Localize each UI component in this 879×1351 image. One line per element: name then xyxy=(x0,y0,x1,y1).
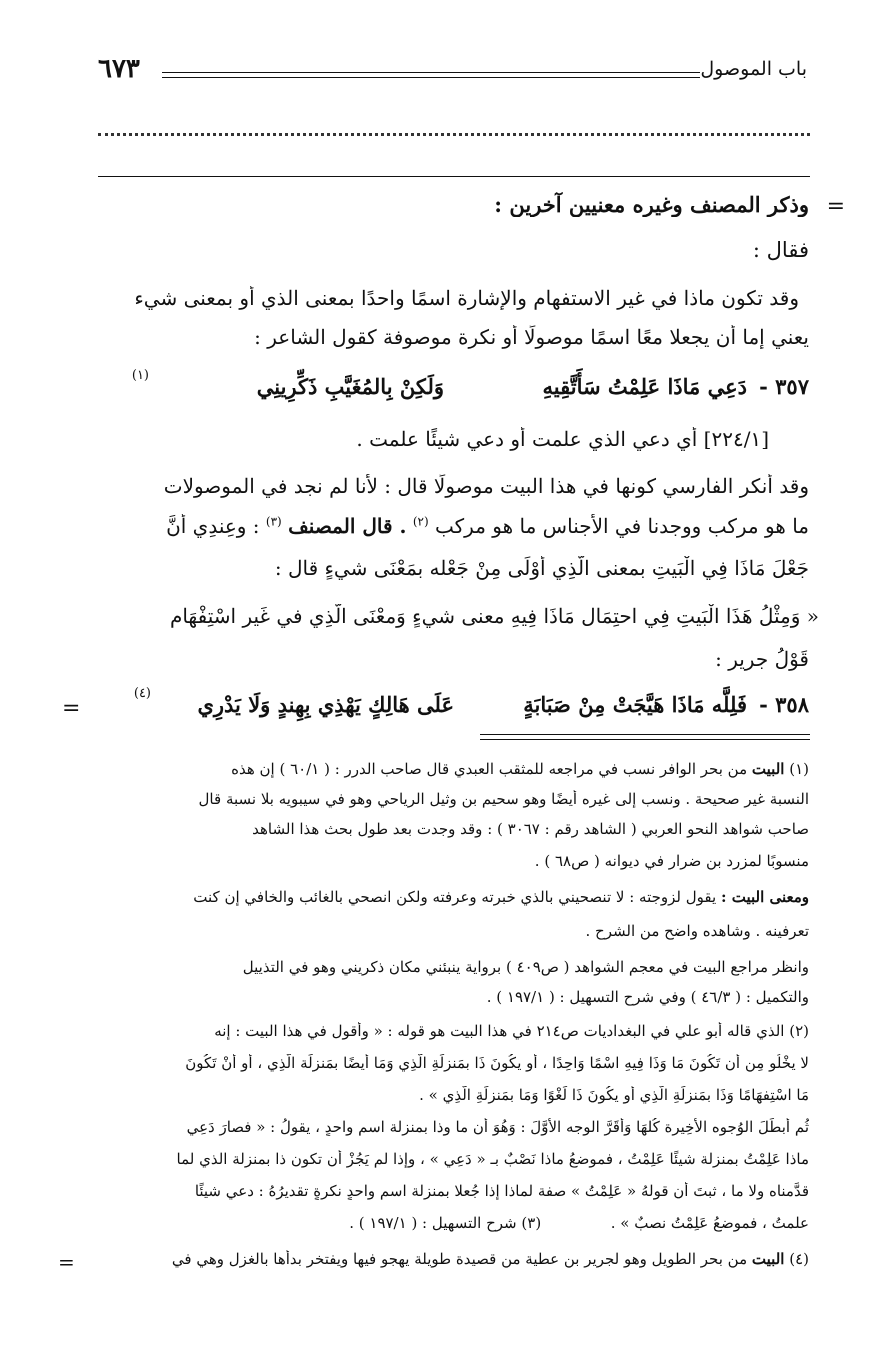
text-run: : وعِندِي أَنَّ xyxy=(166,514,260,538)
footnote-line: تعرفينه . وشاهده واضح من الشرح . xyxy=(585,922,809,940)
footnote-ref: (١) xyxy=(131,368,149,383)
footnote-term: البيت xyxy=(751,760,785,778)
paragraph-line: وقد أنكر الفارسي كونها في هذا البيت موصولًا قال : لأنا لم نجد في الموصولات xyxy=(163,474,809,498)
verse-hemistich-1: دَعِي مَاذَا عَلِمْتُ سَأَتَّقِيهِ xyxy=(542,374,747,399)
footnote-number: (١) xyxy=(789,760,809,778)
footnote-line xyxy=(97,760,809,778)
footnote-line: ماذا عَلِمْتُ بمنزلة شيئًا عَلِمْتُ ، فموضعُ ماذا نَصْبٌ بـ « دَعِي » ، وإذا لم يَجُزْ أن تكون ذا بمنزلة الذي لما xyxy=(176,1150,809,1168)
footnote-term: البيت xyxy=(751,1250,785,1268)
footnote-3: (٣) شرح التسهيل : ( ١٩٧/١ ) . xyxy=(349,1214,542,1232)
paragraph-line: وقد تكون ماذا في غير الاستفهام والإشارة اسمًا واحدًا بمعنى الذي أو بمعنى شيء xyxy=(134,286,799,310)
header-rule xyxy=(162,72,700,73)
footnote-term: ومعنى البيت : xyxy=(720,888,809,906)
verse-358 xyxy=(97,686,809,726)
footnote-text: من بحر الطويل وهو لجرير بن عطية من قصيدة طويلة يهجو فيها ويفتخر بدأها بالغزل وهي في xyxy=(171,1250,748,1268)
verse-357 xyxy=(97,368,809,408)
footnote-line: قدَّمناه ولا ما ، ثبتَ أن قولهُ « عَلِمْتُ » صفة لماذا إذا جُعلا بمنزلة اسم واحدٍ نكرةٍ تقديرُهُ : دعي شيئًا xyxy=(194,1182,809,1200)
quote-line: قَوْلُ جرِيرٍ : xyxy=(715,647,809,671)
footnote-rule xyxy=(480,734,810,735)
verse-number: ٣٥٨ - xyxy=(759,692,809,717)
footnote-rule xyxy=(480,739,810,740)
footnote-ref: (٤) xyxy=(133,686,151,701)
footnote-line xyxy=(97,1214,809,1232)
section-rule xyxy=(98,176,810,177)
paragraph-line: [٢٢٤/١] أي دعي الذي علمت أو دعي شيئًا علمت . xyxy=(356,427,769,451)
footnote-line xyxy=(97,1250,809,1268)
footnote-text: علمتُ ، فموضعُ عَلِمْتُ نصبٌ » . xyxy=(610,1214,809,1232)
chapter-title: باب الموصول xyxy=(700,58,807,80)
text-run: ما هو مركب ووجدنا في الأجناس ما هو مركب xyxy=(435,514,809,538)
verse-hemistich-1: فَلِلَّه مَاذَا هَيَّجَتْ مِنْ صَبَابَةٍ xyxy=(523,692,747,717)
footnote-line: لا يخْلُو مِن أن تَكُونَ مَا وَذَا فِيهِ اسْمًا وَاحِدًا ، أو يكُونَ ذَا بمَنزلَةِ الَّذِي وَمَا أَيضًا بمَنزلَة الَّذِي ، أو أَنْ تَكُونَ xyxy=(185,1054,809,1072)
footnote-ref: (٣) xyxy=(265,514,282,529)
footnote-number: (٤) xyxy=(789,1250,809,1268)
footnote-line: صاحب شواهد النحو العربي ( الشاهد رقم : ٣٠٦٧ ) : وقد وجدت بعد طول بحث هذا الشاهد xyxy=(252,820,809,838)
paragraph-line: يعني إما أن يجعلا معًا اسمًا موصولًا أو نكرة موصوفة كقول الشاعر : xyxy=(254,325,809,349)
footnote-line: وانظر مراجع البيت في معجم الشواهد ( ص٤٠٩ ) برواية ينبئني مكان ذكريني وهو في التذييل xyxy=(242,958,809,976)
footnote-line: (٢) الذي قاله أبو علي في البغداديات ص٢١٤ في هذا البيت هو قوله : « وأقول في هذا البيت : إنه xyxy=(214,1022,809,1040)
footnote-ref: (٢) xyxy=(412,514,429,529)
said-line: فقال : xyxy=(752,238,809,262)
footnote-line: النسبة غير صحيحة . ونسب إلى غيره أيضًا وهو سحيم بن وثيل الرياحي وهو في سيبويه بلا نسبة قال xyxy=(198,790,809,808)
footnote-text: من بحر الوافر نسب في مراجعه للمثقب العبدي قال صاحب الدرر : ( ٦٠/١ ) إن هذه xyxy=(231,760,748,778)
continuation-mark: = xyxy=(58,1250,75,1274)
footnote-line: ثُم أَبطَلَ الوُجوه الأَخِيرة كُلهَا وَأَقَرَّ الوجه الأَوَّلَ : وَهُوَ أَن ما وذا بمنزلة اسم واحدٍ ، يقولُ : « فصارَ دَعِي xyxy=(186,1118,809,1136)
header-rule xyxy=(162,77,700,78)
verse-number: ٣٥٧ - xyxy=(759,374,809,399)
author-label: . قال المصنف xyxy=(288,514,407,538)
verse-hemistich-2: عَلَى هَالِكٍ يَهْذِي بِهِندٍ وَلَا يَدْرِي xyxy=(197,692,454,717)
footnote-line: منسوبًا لمزرد بن ضرار في ديوانه ( ص٦٨ ) . xyxy=(534,852,809,870)
page-number: ٦٧٣ xyxy=(98,54,140,84)
continuation-mark: = xyxy=(62,696,81,721)
footnote-text: يقول لزوجته : لا تنصحيني بالذي خبرته وعرفته ولكن انصحي بالغائب والخافي إن كنت xyxy=(193,888,717,906)
footnote-line xyxy=(97,888,809,906)
intro-line: وذكر المصنف وغيره معنيين آخرين : xyxy=(494,192,809,217)
continuation-mark: = xyxy=(826,194,845,219)
footnote-line: والتكميل : ( ٤٦/٣ ) وفي شرح التسهيل : ( ١٩٧/١ ) . xyxy=(486,988,809,1006)
footnote-line: مَا اسْتِفهَامًا وَذَا بمَنزلَةِ الَّذِي أَو يكُونَ ذَا لَغْوًا وَمَا بمَنزلَةِ الَّذِي » . xyxy=(419,1086,809,1104)
paragraph-line-mixed xyxy=(97,514,809,538)
quote-line: « وَمِثْلُ هَذَا الْبَيتِ فِي احتِمَالِ مَاذَا فِيهِ معنى شيءٍ وَمعْنَى الَّذِي في غَيرِ اسْتِفْهَامِ xyxy=(169,604,819,628)
verse-hemistich-2: وَلَكِنْ بِالمُغَيَّبِ ذَكِّرِينِي xyxy=(256,374,444,399)
dotted-separator xyxy=(98,133,810,136)
paragraph-line: جَعْلَ مَاذَا فِي الْبَيتِ بمعنى الَّذِي أَوْلَى مِنْ جَعْله بمَعْنَى شيءٍ قال : xyxy=(274,556,809,580)
